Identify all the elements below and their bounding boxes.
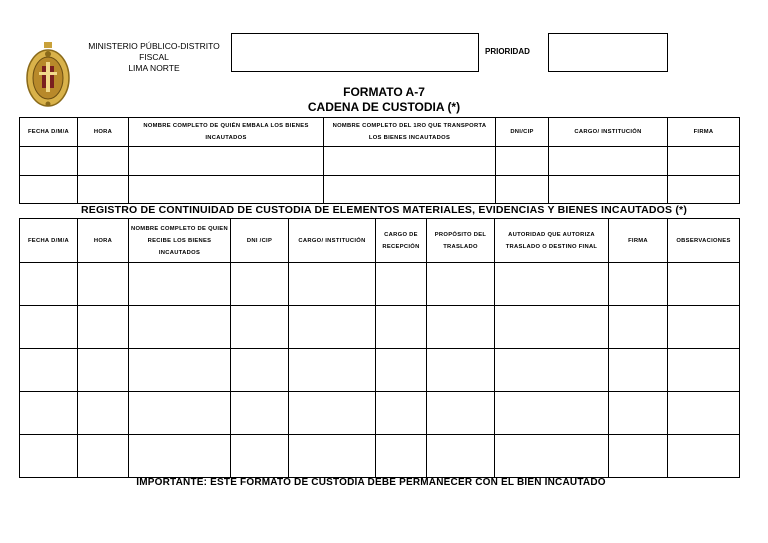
table-cell[interactable] (609, 392, 668, 435)
table-cell[interactable] (78, 349, 129, 392)
custody-continuity-table (19, 218, 740, 478)
col-header-autoridad: AUTORIDAD QUE AUTORIZA TRASLADO O DESTINO FINAL (495, 219, 609, 263)
col-header-embala: NOMBRE COMPLETO DE QUIÉN EMBALA LOS BIENES INCAUTADOS (129, 118, 324, 147)
table-row (20, 435, 740, 478)
col-header-transporta: NOMBRE COMPLETO DEL 1RO QUE TRANSPORTA LOS BIENES INCAUTADOS (324, 118, 496, 147)
table-row (20, 147, 740, 176)
table-cell[interactable] (495, 392, 609, 435)
table-cell[interactable] (20, 263, 78, 306)
table-cell[interactable] (78, 435, 129, 478)
table-cell[interactable] (324, 176, 496, 204)
table-row (20, 263, 740, 306)
table-cell[interactable] (609, 306, 668, 349)
table-cell[interactable] (668, 349, 740, 392)
table-cell[interactable] (20, 435, 78, 478)
table-cell[interactable] (129, 147, 324, 176)
custody-chain-table (19, 117, 740, 204)
form-title: FORMATO A-7 (343, 85, 425, 99)
table-cell[interactable] (78, 176, 129, 204)
col-header-cargo-recepcion: CARGO DE RECEPCIÓN (376, 219, 427, 263)
table-cell[interactable] (495, 349, 609, 392)
table-row (20, 306, 740, 349)
col-header-cargo: CARGO/ INSTITUCIÓN (549, 118, 668, 147)
table-cell[interactable] (289, 435, 376, 478)
table-cell[interactable] (495, 306, 609, 349)
table-cell[interactable] (495, 435, 609, 478)
table-cell[interactable] (129, 263, 231, 306)
table-cell[interactable] (289, 263, 376, 306)
organization-name (78, 41, 230, 74)
table-cell[interactable] (129, 349, 231, 392)
table-header-row (20, 219, 740, 263)
table-cell[interactable] (289, 349, 376, 392)
table-cell[interactable] (495, 263, 609, 306)
form-subtitle: CADENA DE CUSTODIA (*) (307, 100, 461, 114)
col-header-proposito: PROPÓSITO DEL TRASLADO (427, 219, 495, 263)
table-row (20, 349, 740, 392)
table-cell[interactable] (496, 176, 549, 204)
table-cell[interactable] (668, 435, 740, 478)
table-header-row (20, 118, 740, 147)
table-cell[interactable] (427, 306, 495, 349)
table-cell[interactable] (20, 306, 78, 349)
table-cell[interactable] (231, 435, 289, 478)
table-cell[interactable] (549, 147, 668, 176)
org-line-2: LIMA NORTE (128, 63, 180, 73)
col-header-firma: FIRMA (668, 118, 740, 147)
table-cell[interactable] (129, 306, 231, 349)
table-cell[interactable] (78, 392, 129, 435)
priority-input-box[interactable] (548, 33, 668, 72)
table-cell[interactable] (78, 147, 129, 176)
col-header-hora: HORA (78, 219, 129, 263)
col-header-cargo-institucion: CARGO/ INSTITUCIÓN (289, 219, 376, 263)
table-cell[interactable] (427, 349, 495, 392)
table-row (20, 392, 740, 435)
table-cell[interactable] (20, 176, 78, 204)
table-cell[interactable] (609, 349, 668, 392)
table-row (20, 176, 740, 204)
table-cell[interactable] (376, 349, 427, 392)
table-cell[interactable] (289, 392, 376, 435)
table-cell[interactable] (289, 306, 376, 349)
table-cell[interactable] (78, 263, 129, 306)
col-header-dni: DNI/CIP (496, 118, 549, 147)
header-input-box[interactable] (231, 33, 479, 72)
table-cell[interactable] (668, 263, 740, 306)
priority-label: PRIORIDAD (485, 47, 530, 56)
col-header-fecha: FECHA D/M/A (20, 118, 78, 147)
table-cell[interactable] (376, 392, 427, 435)
col-header-dni: DNI /CIP (231, 219, 289, 263)
table-cell[interactable] (549, 176, 668, 204)
table-cell[interactable] (668, 147, 740, 176)
col-header-recibe: NOMBRE COMPLETO DE QUIEN RECIBE LOS BIENES INCAUTADOS (129, 219, 231, 263)
col-header-hora: HORA (78, 118, 129, 147)
table-cell[interactable] (376, 306, 427, 349)
table-cell[interactable] (668, 306, 740, 349)
table-cell[interactable] (324, 147, 496, 176)
table-cell[interactable] (427, 435, 495, 478)
table-cell[interactable] (376, 263, 427, 306)
table-cell[interactable] (231, 306, 289, 349)
table-cell[interactable] (609, 435, 668, 478)
table-cell[interactable] (609, 263, 668, 306)
table-cell[interactable] (231, 392, 289, 435)
table-cell[interactable] (20, 147, 78, 176)
table-cell[interactable] (427, 263, 495, 306)
table-cell[interactable] (20, 392, 78, 435)
col-header-fecha: FECHA D/M/A (20, 219, 78, 263)
table-cell[interactable] (129, 176, 324, 204)
footer-note: IMPORTANTE: ESTE FORMATO DE CUSTODIA DEBE PERMANECER CON EL BIEN INCAUTADO (136, 477, 606, 488)
table-cell[interactable] (668, 392, 740, 435)
table-cell[interactable] (496, 147, 549, 176)
table-cell[interactable] (78, 306, 129, 349)
col-header-observaciones: OBSERVACIONES (668, 219, 740, 263)
table-cell[interactable] (376, 435, 427, 478)
col-header-firma: FIRMA (609, 219, 668, 263)
table-cell[interactable] (231, 349, 289, 392)
org-line-1: MINISTERIO PÚBLICO-DISTRITO FISCAL (88, 41, 220, 62)
continuity-section-title: REGISTRO DE CONTINUIDAD DE CUSTODIA DE ELEMENTOS MATERIALES, EVIDENCIAS Y BIENES INCAUTADOS (*) (80, 204, 688, 216)
table-cell[interactable] (427, 392, 495, 435)
table-cell[interactable] (231, 263, 289, 306)
table-cell[interactable] (668, 176, 740, 204)
table-cell[interactable] (129, 435, 231, 478)
table-cell[interactable] (129, 392, 231, 435)
table-cell[interactable] (20, 349, 78, 392)
